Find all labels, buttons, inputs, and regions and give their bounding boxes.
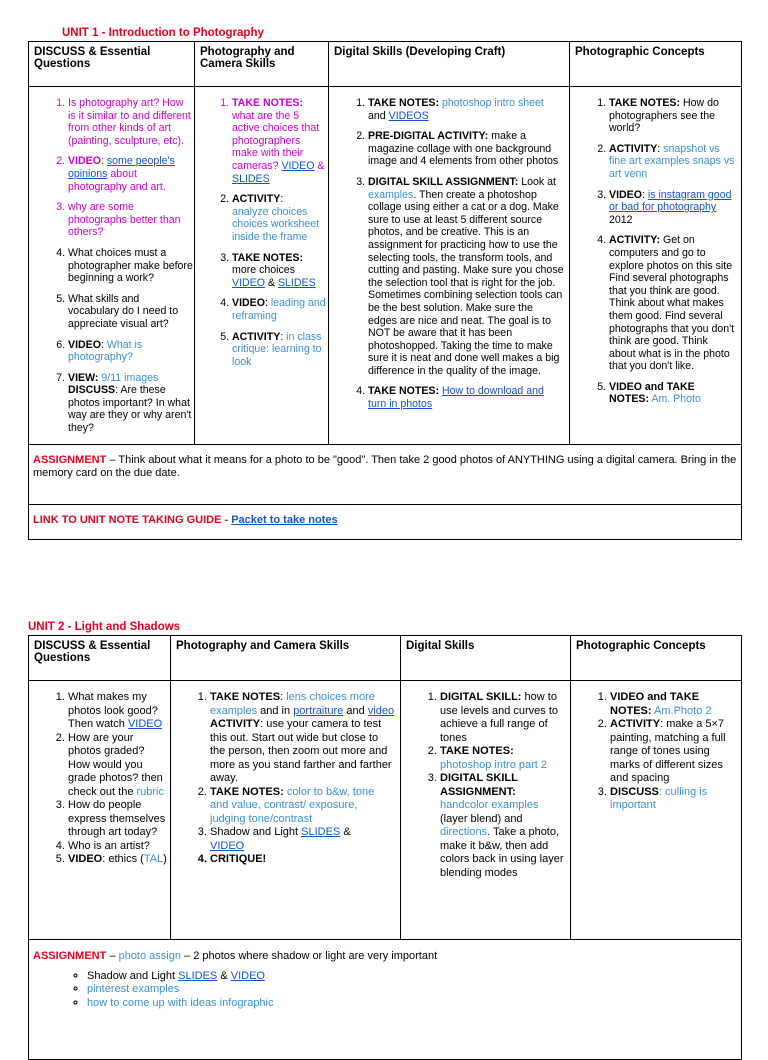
item-label: ACTIVITY — [609, 142, 658, 155]
unit1-col-camera-skills — [195, 87, 329, 445]
item-label: DIGITAL SKILL ASSIGNMENT: — [440, 772, 518, 798]
list-item — [68, 799, 169, 840]
assignment-dash: – — [106, 950, 119, 962]
list-item — [610, 718, 736, 786]
item-label: TAKE NOTES: — [609, 97, 681, 109]
item-label: VIEW: — [68, 371, 99, 384]
lens-video-link[interactable]: video — [367, 704, 395, 717]
list-item: 2. ACTIVITY: analyze choices choices worksheet inside the frame — [232, 193, 327, 243]
item-label: VIDEO and TAKE NOTES: — [610, 691, 700, 717]
item-text: and in — [260, 704, 291, 717]
unit1-table — [28, 41, 742, 540]
list-item — [210, 786, 395, 827]
item-text: How do photographers see the world? — [609, 97, 719, 135]
item-text: and — [346, 704, 365, 717]
unit2-header-discuss: DISCUSS & Essential Questions — [29, 636, 171, 681]
list-item: 4. VIDEO: leading and reframing — [232, 297, 327, 322]
item-label: ACTIVITY — [232, 193, 281, 206]
item-label: PRE-DIGITAL ACTIVITY: — [368, 130, 489, 143]
collage-examples-link[interactable]: examples — [368, 188, 414, 201]
good-photos-video-link[interactable]: VIDEO — [127, 718, 163, 730]
item-text: ) — [163, 853, 167, 865]
directions-link[interactable]: directions — [440, 826, 488, 838]
list-item — [232, 97, 327, 185]
unit2-header-row — [29, 636, 742, 681]
item-text: : make a 5×7 painting, matching a full range of tones using marks of different sizes and spacing — [610, 718, 726, 784]
more-choices-video-link[interactable]: VIDEO — [232, 276, 265, 289]
unit2-header-camera-skills: Photography and Camera Skills — [171, 636, 401, 681]
am-photo-link[interactable]: Am. Photo — [651, 393, 701, 406]
unit2-header-concepts: Photographic Concepts — [571, 636, 742, 681]
lens-choices-link[interactable]: lens choices more examples — [210, 691, 375, 717]
item-text: Shadow and Light — [210, 826, 299, 838]
list-item — [68, 201, 193, 239]
rubric-link[interactable]: rubric — [136, 785, 165, 798]
item-text: make a magazine collage with one background image and 4 elements from other photos — [368, 130, 559, 168]
item-text: & — [317, 159, 325, 172]
item-label: DISCUSS — [68, 384, 116, 397]
item-text: & — [267, 276, 275, 289]
item-text: 2012 — [609, 213, 633, 226]
leading-reframing-link[interactable]: leading and reframing — [232, 297, 326, 322]
class-critique-link[interactable]: in class critique: learning to look — [232, 330, 322, 368]
list-item — [68, 853, 169, 867]
photoshop-intro-2-link[interactable]: photoshop intro part 2 — [440, 758, 548, 771]
unit2-col-discuss — [29, 681, 171, 940]
item-text: How are your photos graded? How would you grade photos? then check out the — [68, 731, 163, 798]
assignment-text: – Think about what it means for a photo to be "good". Then take 2 good photos of ANYTHING using a digital camera. Bring in the memory card on the due date. — [33, 453, 737, 480]
unit2-assignment — [29, 940, 742, 1060]
list-item — [368, 130, 564, 168]
item-text: & — [343, 826, 351, 838]
item-text: : use your camera to test this out. Start out wide but close to the person, then zoom out more and more as you stand farther and farther away. — [210, 718, 392, 784]
list-item — [368, 385, 564, 410]
instagram-video-link[interactable]: is instagram good or bad for photography — [609, 188, 732, 214]
item-label: ACTIVITY: — [609, 234, 661, 247]
list-item: 2. VIDEO: some people's opinions about photography and art. — [68, 155, 193, 193]
note-guide-dash: - — [221, 513, 232, 526]
culling-link[interactable]: : culling is important — [610, 785, 708, 811]
item-label: ACTIVITY — [610, 718, 661, 730]
unit1-assignment — [29, 444, 742, 504]
item-text: Get on computers and go to explore photos on this site Find several photographs that you think are good. Think about what makes them good. Find several photographs that you don't think are good. Think about what is in the photo that you don't like. — [609, 234, 735, 373]
list-item — [68, 372, 193, 435]
item-label: ACTIVITY — [232, 330, 281, 343]
assignment-text: – 2 photos where shadow or light are very important — [180, 950, 438, 962]
list-item — [232, 252, 327, 290]
unit2-header-digital-skills: Digital Skills — [401, 636, 571, 681]
list-item — [87, 997, 737, 1011]
item-text[interactable]: analyze choices choices worksheet inside the frame — [232, 205, 320, 243]
unit2-content-row — [29, 681, 742, 940]
item-text: What skills and vocabulary do I need to appreciate visual art? — [68, 292, 179, 330]
download-turn-in-link[interactable]: How to download and turn in photos — [368, 385, 544, 411]
ideas-infographic-link[interactable]: how to come up with ideas infographic — [87, 996, 274, 1009]
pinterest-examples-link[interactable]: pinterest examples — [87, 983, 180, 995]
list-item — [87, 970, 737, 984]
item-label: TAKE NOTES — [210, 691, 281, 703]
what-is-photography-link[interactable]: What is photography? — [68, 338, 143, 364]
item-label: TAKE NOTES: — [232, 251, 304, 264]
item-label: DIGITAL SKILL: — [440, 691, 522, 703]
unit1-assignment-row — [29, 444, 742, 504]
item-text: why are some photographs better than others? — [68, 201, 181, 239]
item-label: TAKE NOTES: — [232, 97, 304, 109]
item-text: & — [220, 969, 228, 982]
unit1-header-row — [29, 42, 742, 87]
list-item — [440, 772, 565, 880]
list-item — [368, 176, 564, 378]
note-guide-label: LINK TO UNIT NOTE TAKING GUIDE — [33, 513, 222, 526]
item-text: Shadow and Light — [87, 969, 176, 982]
item-label: TAKE NOTES: — [368, 385, 440, 398]
list-item — [87, 983, 737, 997]
unit2-title: UNIT 2 - Light and Shadows — [28, 621, 181, 633]
assignment-label: ASSIGNMENT — [33, 950, 107, 962]
list-item — [68, 691, 169, 732]
shadow-light-slides-link[interactable]: SLIDES — [301, 826, 341, 838]
list-item — [68, 732, 169, 800]
list-item — [68, 840, 169, 854]
list-item: 1. TAKE NOTES: lens choices more examples and in portraiture and video ACTIVITY: use your camera to test this out. Start out wide but close to the person, then zoom out more and more as you stand farther and farther away. — [210, 691, 395, 786]
unit1-title: UNIT 1 - Introduction to Photography — [62, 27, 264, 39]
item-label: VIDEO — [232, 297, 265, 310]
unit1-col-digital-skills — [329, 87, 570, 445]
unit1-header-digital-skills: Digital Skills (Developing Craft) — [329, 42, 570, 87]
list-item — [610, 786, 736, 813]
photoshop-intro-sheet-link[interactable]: photoshop intro sheet — [441, 97, 544, 109]
item-text: : ethics ( — [102, 853, 144, 865]
item-text: what are the 5 active choices that photographers make with their cameras? — [232, 109, 320, 172]
item-text: Who is an artist? — [68, 839, 150, 852]
list-item: 5. ACTIVITY: in class critique: learning to look — [232, 331, 327, 369]
packet-notes-link[interactable]: Packet to take notes — [231, 513, 338, 526]
item-text: more choices — [232, 264, 295, 277]
item-text: Look at — [521, 175, 556, 188]
item-label: DISCUSS — [610, 785, 659, 798]
list-item — [368, 97, 564, 122]
unit1-link-row — [29, 504, 742, 539]
item-text: about photography and art. — [68, 167, 166, 193]
list-item — [210, 826, 395, 853]
portraiture-link[interactable]: portraiture — [293, 704, 344, 717]
unit2-col-camera-skills — [171, 681, 401, 940]
nine-eleven-images-link[interactable]: 9/11 images — [101, 371, 159, 384]
unit2-col-concepts — [571, 681, 742, 940]
list-item: 6. VIDEO: What is photography? — [68, 339, 193, 364]
unit1-note-guide — [29, 504, 742, 539]
item-label: VIDEO — [609, 188, 642, 201]
list-item — [440, 691, 565, 745]
item-text: how to use levels and curves to achieve a full range of tones — [440, 691, 559, 744]
item-label: ACTIVITY — [210, 718, 261, 730]
unit2-assignment-row — [29, 940, 742, 1060]
assignment-label: ASSIGNMENT — [33, 453, 107, 466]
am-photo-2-link[interactable]: Am.Photo 2 — [654, 704, 712, 717]
item-text: What choices must a photographer make before beginning a work? — [68, 246, 193, 285]
assignment-resource-list — [33, 970, 737, 1011]
unit1-content-row — [29, 87, 742, 445]
list-item — [609, 234, 736, 373]
item-text: and — [368, 109, 386, 122]
shadow-light-video-link-2[interactable]: VIDEO — [230, 969, 265, 982]
item-text: . Then create a photoshop collage using either a cat or a dog. Make sure to use at least 5 different source photos, and be creative. This is an assignment for practicing how to use the selecting tools, the transform tools, and cutting and pasting. Make sure you chose the selection tool that is right for the job. Sometimes combining selection tools can be the best solution. Make sure the edges are nice and neat. The goal is to NOT be aware that it has been photoshopped. Taking the time to make sure it is neat and done well makes a big difference in the quality of the image. — [368, 188, 564, 377]
tal-link[interactable]: TAL — [143, 853, 164, 865]
active-choices-video-link[interactable]: VIDEO — [281, 159, 315, 172]
unit1-header-concepts: Photographic Concepts — [570, 42, 742, 87]
item-text: Is photography art? How is it similar to and different from other kinds of art (painting, sculpture, etc). — [68, 97, 191, 147]
list-item — [210, 853, 395, 867]
list-item — [68, 97, 193, 147]
handcolor-examples-link[interactable]: handcolor examples — [440, 799, 539, 811]
list-item — [68, 293, 193, 331]
list-item — [440, 745, 565, 772]
item-text: CRITIQUE! — [210, 853, 267, 865]
item-text: What makes my photos look good? Then watch — [68, 691, 158, 730]
list-item: 2. ACTIVITY: snapshot vs fine art examples snaps vs art venn — [609, 143, 736, 181]
unit2-col-digital-skills — [401, 681, 571, 940]
item-text: : Are these photos important? In what way are they or why aren't they? — [68, 384, 192, 435]
tone-contrast-links[interactable]: color to b&w, tone and value, contrast/ exposure, judging tone/contrast — [210, 785, 375, 825]
unit1-header-discuss: DISCUSS & Essential Questions — [29, 42, 195, 87]
unit1-header-camera-skills: Photography and Camera Skills — [195, 42, 329, 87]
shadow-light-video-link[interactable]: VIDEO — [210, 839, 245, 852]
item-text: How do people express themselves through art today? — [68, 799, 166, 838]
item-text: . Take a photo, make it b&w, then add colors back in using layer blending modes — [440, 826, 564, 879]
item-label: VIDEO and TAKE NOTES: — [609, 380, 695, 406]
more-choices-slides-link[interactable]: SLIDES — [277, 276, 316, 289]
photo-assign-link[interactable]: photo assign — [118, 950, 181, 962]
item-label: TAKE NOTES: — [210, 785, 284, 798]
list-item — [609, 97, 736, 135]
list-item — [610, 691, 736, 718]
list-item: 3. VIDEO: is instagram good or bad for photography 2012 — [609, 189, 736, 227]
list-item — [609, 381, 736, 406]
item-label: VIDEO — [68, 338, 101, 351]
unit1-col-discuss — [29, 87, 195, 445]
unit2-table — [28, 635, 742, 1060]
item-label: TAKE NOTES: — [440, 745, 514, 757]
item-label: VIDEO — [68, 853, 103, 865]
active-choices-slides-link[interactable]: SLIDES — [232, 172, 270, 185]
photoshop-videos-link[interactable]: VIDEOS — [388, 109, 429, 122]
item-text: (layer blend) and — [440, 812, 523, 825]
shadow-light-slides-link-2[interactable]: SLIDES — [178, 969, 218, 982]
item-label: DIGITAL SKILL ASSIGNMENT: — [368, 175, 519, 188]
list-item — [68, 247, 193, 285]
item-label: TAKE NOTES: — [368, 97, 440, 109]
opinions-video-link[interactable]: some people's opinions — [68, 155, 175, 180]
item-label: VIDEO — [68, 155, 101, 168]
unit1-col-concepts — [570, 87, 742, 445]
snapshot-fine-art-link[interactable]: snapshot vs fine art examples snaps vs art venn — [609, 142, 735, 180]
